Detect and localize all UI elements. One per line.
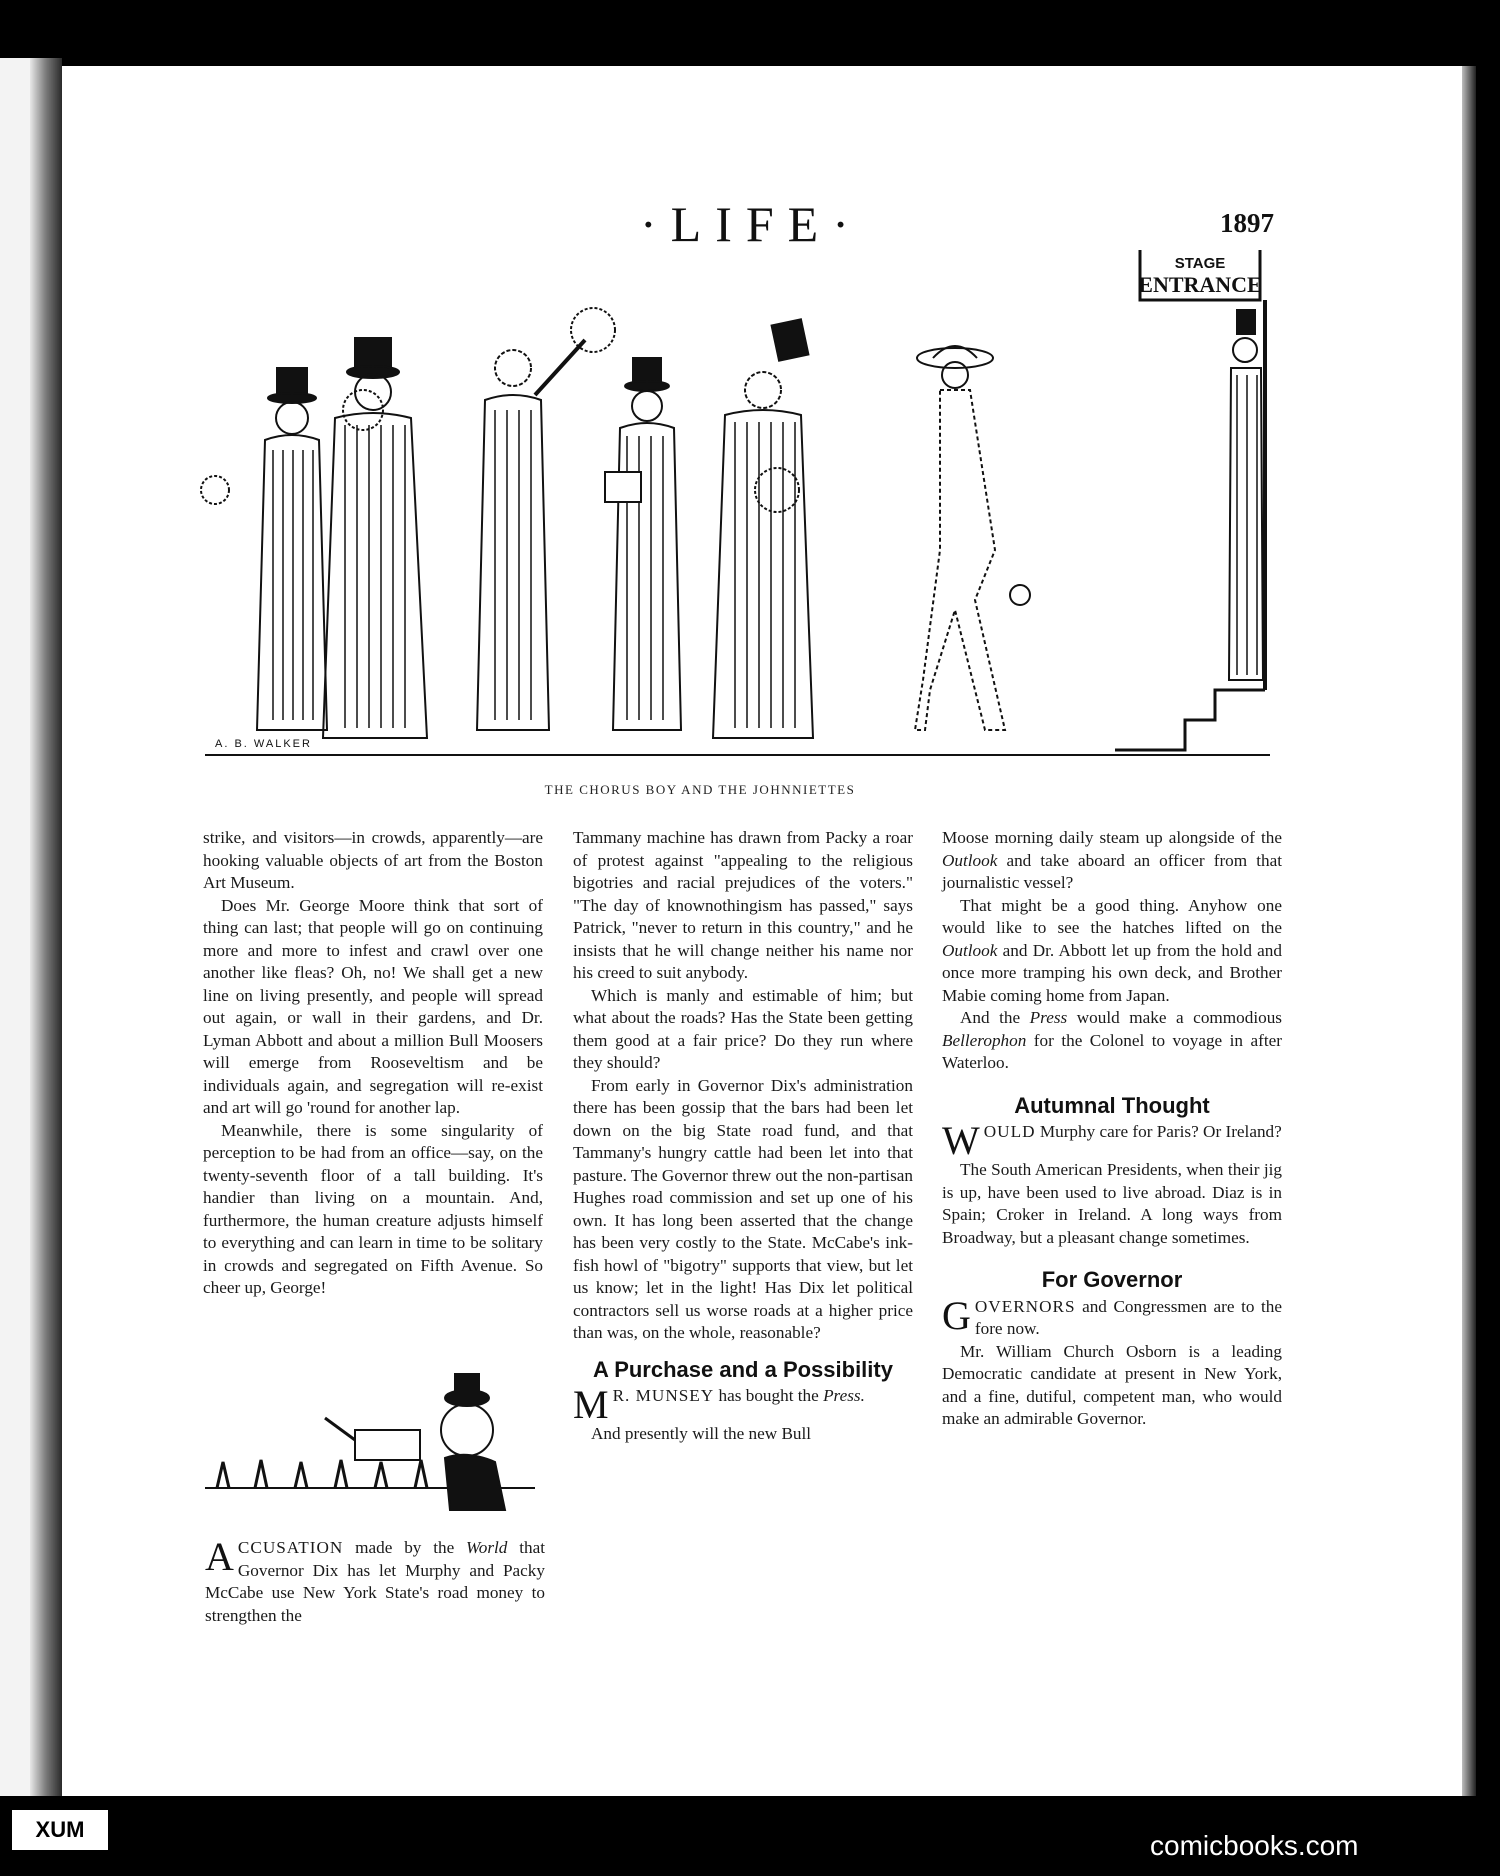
stage-door-figure: [1229, 310, 1263, 680]
sign-entrance: ENTRANCE: [1138, 272, 1262, 297]
chorus-boy-figure: [915, 346, 1030, 730]
publication-name: Outlook: [942, 850, 998, 870]
text: Murphy care for Paris? Or Ireland?: [1035, 1122, 1282, 1141]
watering-can-illustration: [205, 1370, 545, 1530]
publication-name: World: [466, 1538, 508, 1557]
johnniette-figure-3: [477, 308, 615, 730]
section-heading: Autumnal Thought: [1014, 1092, 1210, 1118]
section-heading: A Purchase and a Possibility: [593, 1356, 893, 1382]
publication-name: Press: [1029, 1008, 1068, 1027]
drop-cap: M: [573, 1382, 609, 1427]
column-2: [573, 827, 913, 1446]
paragraph: And presently will the new Bull: [591, 1424, 812, 1443]
paragraph: Which is manly and estimable of him; but what about the roads? Has the State been getting them good at a fair price? Do they run where they should?: [573, 985, 913, 1072]
text: And the: [960, 1008, 1030, 1027]
smallcaps-lead: OULD: [983, 1122, 1036, 1141]
accusation-paragraph: [205, 1534, 545, 1627]
drop-cap: G: [942, 1292, 971, 1338]
smallcaps-lead: CCUSATION: [237, 1538, 344, 1557]
column-3: [942, 827, 1282, 1431]
publication-name: Outlook: [942, 940, 998, 960]
paragraph: From early in Governor Dix's administration there has been gossip that the bars had been let down on the big State road fund, and that Tammany's hungry cattle had been let into that pasture. The Governor threw out the non-partisan Hughes road commission and set up one of his own. It has long been asserted that the change has been very costly to the State. McCabe's ink-fish howl of "bigotry" supports that view, but let us know; let in the light! Has Dix let political contractors sell us worse roads at a higher price than was, on the whole, reasonable?: [573, 1075, 913, 1342]
artist-signature: A. B. WALKER: [215, 738, 312, 750]
cartoon-caption: THE CHORUS BOY AND THE JOHNNIETTES: [544, 782, 856, 797]
page-binding: [0, 58, 62, 1796]
smallcaps-lead: R. MUNSEY: [612, 1386, 715, 1405]
text: That might be a good thing. Anyhow one would like to see the hatches lifted on the: [942, 895, 1282, 937]
column-1: [203, 827, 543, 1300]
johnniette-figure-2: [323, 338, 427, 738]
text: would make a commodious: [1067, 1008, 1282, 1027]
footer-watermark: comicbooks.com: [1150, 1830, 1359, 1861]
paragraph: strike, and visitors—in crowds, apparently—are hooking valuable objects of art from the Boston Art Museum.: [203, 828, 543, 892]
smallcaps-lead: OVERNORS: [974, 1296, 1076, 1316]
drop-cap: A: [205, 1534, 234, 1579]
text: and take aboard an officer from that journalistic vessel?: [942, 850, 1282, 892]
text: and Congressmen are to the fore now.: [974, 1296, 1282, 1338]
stage-entrance-sign: [1138, 250, 1261, 300]
text: that Governor Dix has let Murphy and Packy McCabe use New York State's road money to strengthen the: [205, 1538, 545, 1625]
paragraph: Mr. William Church Osborn is a leading Democratic candidate at present in New York, and a fine, dutiful, competent man, who would make an admirable Governor.: [942, 1341, 1282, 1428]
text: for the Colonel to voyage in after Waterloo.: [942, 1030, 1282, 1072]
johnniette-figure-5: [713, 319, 813, 738]
corner-label: XUM: [12, 1810, 108, 1850]
sign-stage: STAGE: [1174, 255, 1226, 272]
text: made by the: [343, 1538, 467, 1557]
johnniette-figure-1: [201, 368, 327, 730]
drop-cap: W: [942, 1118, 980, 1163]
paragraph: Does Mr. George Moore think that sort of thing can last; that people will go on continuing more and more to infest and crawl over one another like fleas? Oh, no! We shall get a new line on living presently, and people will spread out again, or wall in their gardens, and Dr. Lyman Abbott and about a million Bull Moosers will emerge from Rooseveltism and be individuals again, and segregation will re-exist and art will go 'round for another lap.: [203, 895, 543, 1117]
text: has bought the: [714, 1386, 824, 1405]
page-number: 1897: [1220, 208, 1274, 238]
paragraph: Tammany machine has drawn from Packy a roar of protest against "appealing to the religious bigotries and racial prejudices of the voters." "The day of knownothingism has passed," says Patrick, "never to return in this country," and he insists that he will change neither his name nor his creed to suit anybody.: [573, 828, 913, 982]
section-heading: For Governor: [1041, 1267, 1183, 1292]
masthead: ·LIFE·: [640, 196, 863, 252]
text: Moose morning daily steam up alongside of the: [942, 828, 1282, 847]
text: and Dr. Abbott let up from the hold and once more tramping his own deck, and Brother Mabie coming home from Japan.: [942, 940, 1282, 1005]
paragraph: The South American Presidents, when their jig is up, have been used to live abroad. Diaz is in Spain; Croker in Ireland. A long ways from Broadway, but a pleasant change sometimes.: [942, 1160, 1282, 1247]
publication-name: Press.: [823, 1386, 865, 1405]
paragraph: Meanwhile, there is some singularity of perception to be had from an office—say, on the twenty-seventh floor of a tall building. It's handier than living on a mountain. And, furthermore, the human creature adjusts himself to everything and can learn in time to be solitary in crowds and segregated on Fifth Avenue. So cheer up, George!: [203, 1120, 543, 1297]
johnniette-figure-4: [605, 358, 681, 730]
page-edge: [1462, 66, 1476, 1796]
cartoon-illustration: [195, 250, 1275, 770]
ship-name: Bellerophon: [942, 1030, 1027, 1050]
